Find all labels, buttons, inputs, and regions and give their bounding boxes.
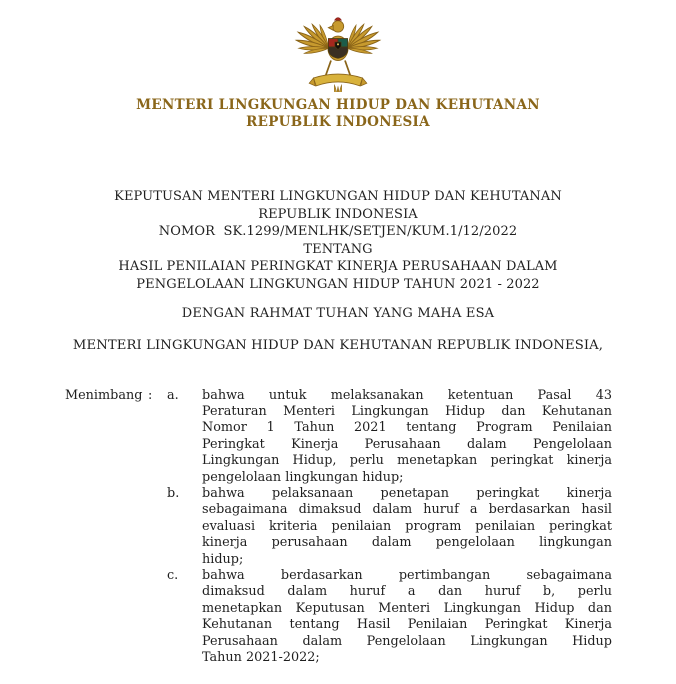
item-line: Perusahaan dalam Pengelolaan Lingkungan Hidup xyxy=(202,633,612,649)
considering-items xyxy=(167,388,612,667)
item-marker: c. xyxy=(167,568,179,584)
title-line-subject2: PENGELOLAAN LINGKUNGAN HIDUP TAHUN 2021 - 2022 xyxy=(136,276,540,292)
item-line: bahwa untuk melaksanakan ketentuan Pasal 43 xyxy=(202,387,612,403)
item-line: Lingkungan Hidup, perlu menetapkan peringkat kinerja xyxy=(202,453,612,469)
item-text xyxy=(202,388,612,486)
item-line: Peringkat Kinerja Perusahaan dalam Pengelolaan xyxy=(202,436,612,452)
title-line-tentang: TENTANG xyxy=(303,241,373,257)
item-line: hidup; xyxy=(202,551,244,567)
item-line: dimaksud dalam huruf a dan huruf b, perlu xyxy=(202,584,612,600)
title-line-number: NOMOR SK.1299/MENLHK/SETJEN/KUM.1/12/2022 xyxy=(158,224,518,240)
item-line: Tahun 2021-2022; xyxy=(202,650,320,666)
title-line-subject1: HASIL PENILAIAN PERINGKAT KINERJA PERUSAHAAN DALAM xyxy=(118,259,558,275)
item-line: bahwa pelaksanaan penetapan peringkat kinerja xyxy=(202,486,612,501)
considering-section xyxy=(0,388,676,667)
considering-item-c xyxy=(167,568,612,666)
considering-colon: : xyxy=(148,387,153,403)
item-line: pengelolaan lingkungan hidup; xyxy=(202,469,404,485)
item-line: kinerja perusahaan dalam pengelolaan lingkungan xyxy=(202,535,612,551)
item-line: Peraturan Menteri Lingkungan Hidup dan Kehutanan xyxy=(202,403,612,419)
item-line: bahwa berdasarkan pertimbangan sebagaimana xyxy=(202,568,612,584)
item-line: Nomor 1 Tahun 2021 tentang Program Penilaian xyxy=(202,420,612,436)
considering-item-b xyxy=(167,486,612,568)
item-text xyxy=(202,486,612,568)
considering-label: Menimbang xyxy=(65,387,143,403)
item-text xyxy=(202,568,612,666)
ministry-name-line1: MENTERI LINGKUNGAN HIDUP DAN KEHUTANAN xyxy=(136,97,540,113)
item-line: evaluasi kriteria penilaian program penilaian peringkat xyxy=(202,518,612,534)
item-line: menetapkan Keputusan Menteri Lingkungan Hidup dan xyxy=(202,600,612,616)
considering-item-a xyxy=(167,388,612,486)
item-marker: a. xyxy=(167,387,179,403)
invocation-line: DENGAN RAHMAT TUHAN YANG MAHA ESA xyxy=(181,305,495,321)
garuda-pancasila-emblem xyxy=(288,8,388,92)
title-line-decree: KEPUTUSAN MENTERI LINGKUNGAN HIDUP DAN KEHUTANAN xyxy=(114,189,562,204)
emblem-container xyxy=(0,0,676,92)
ministry-name-line2: REPUBLIK INDONESIA xyxy=(246,114,430,130)
authority-line: MENTERI LINGKUNGAN HIDUP DAN KEHUTANAN REPUBLIK INDONESIA, xyxy=(72,337,604,353)
item-line: sebagaimana dimaksud dalam huruf a berdasarkan hasil xyxy=(202,502,612,518)
item-marker: b. xyxy=(167,486,180,501)
ministry-letterhead xyxy=(0,97,676,131)
item-line: Kehutanan tentang Hasil Penilaian Peringkat Kinerja xyxy=(202,617,612,633)
decree-title xyxy=(0,188,676,294)
title-line-republic: REPUBLIK INDONESIA xyxy=(258,206,418,222)
